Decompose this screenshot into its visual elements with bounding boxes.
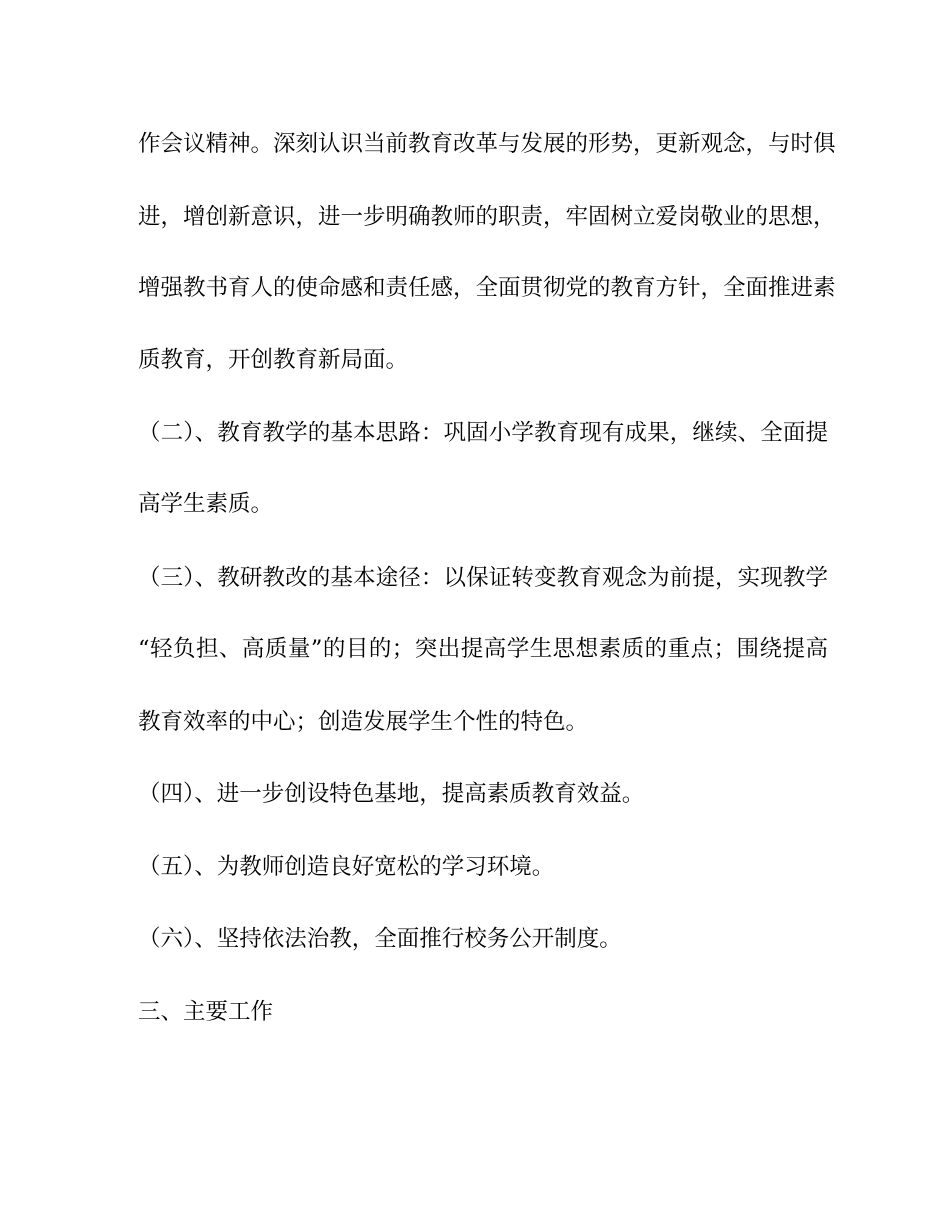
- section-heading-two: （二）、教育教学的基本思路：巩固小学教育现有成果，继续、全面提: [138, 420, 828, 446]
- section-heading-four: （四）、进一步创设特色基地，提高素质教育效益。: [138, 781, 645, 807]
- text-line: 增强教书育人的使命感和责任感，全面贯彻党的教育方针，全面推进素: [138, 275, 836, 301]
- chapter-heading: 三、主要工作: [138, 999, 274, 1025]
- text-line: 高学生素质。: [138, 491, 274, 517]
- section-heading-five: （五）、为教师创造良好宽松的学习环境。: [138, 854, 555, 880]
- text-line: 质教育，开创教育新局面。: [138, 347, 409, 373]
- text-line: 作会议精神。深刻认识当前教育改革与发展的形势，更新观念，与时俱: [138, 131, 836, 157]
- text-line: 进，增创新意识，进一步明确教师的职责，牢固树立爱岗敬业的思想，: [138, 204, 836, 230]
- text-line: 教育效率的中心；创造发展学生个性的特色。: [138, 709, 589, 735]
- section-heading-six: （六）、坚持依法治教，全面推行校务公开制度。: [138, 926, 622, 952]
- section-heading-three: （三）、教研教改的基本途径：以保证转变教育观念为前提，实现教学: [138, 565, 828, 591]
- text-line: “轻负担、高质量”的目的；突出提高学生思想素质的重点；围绕提高: [138, 636, 828, 662]
